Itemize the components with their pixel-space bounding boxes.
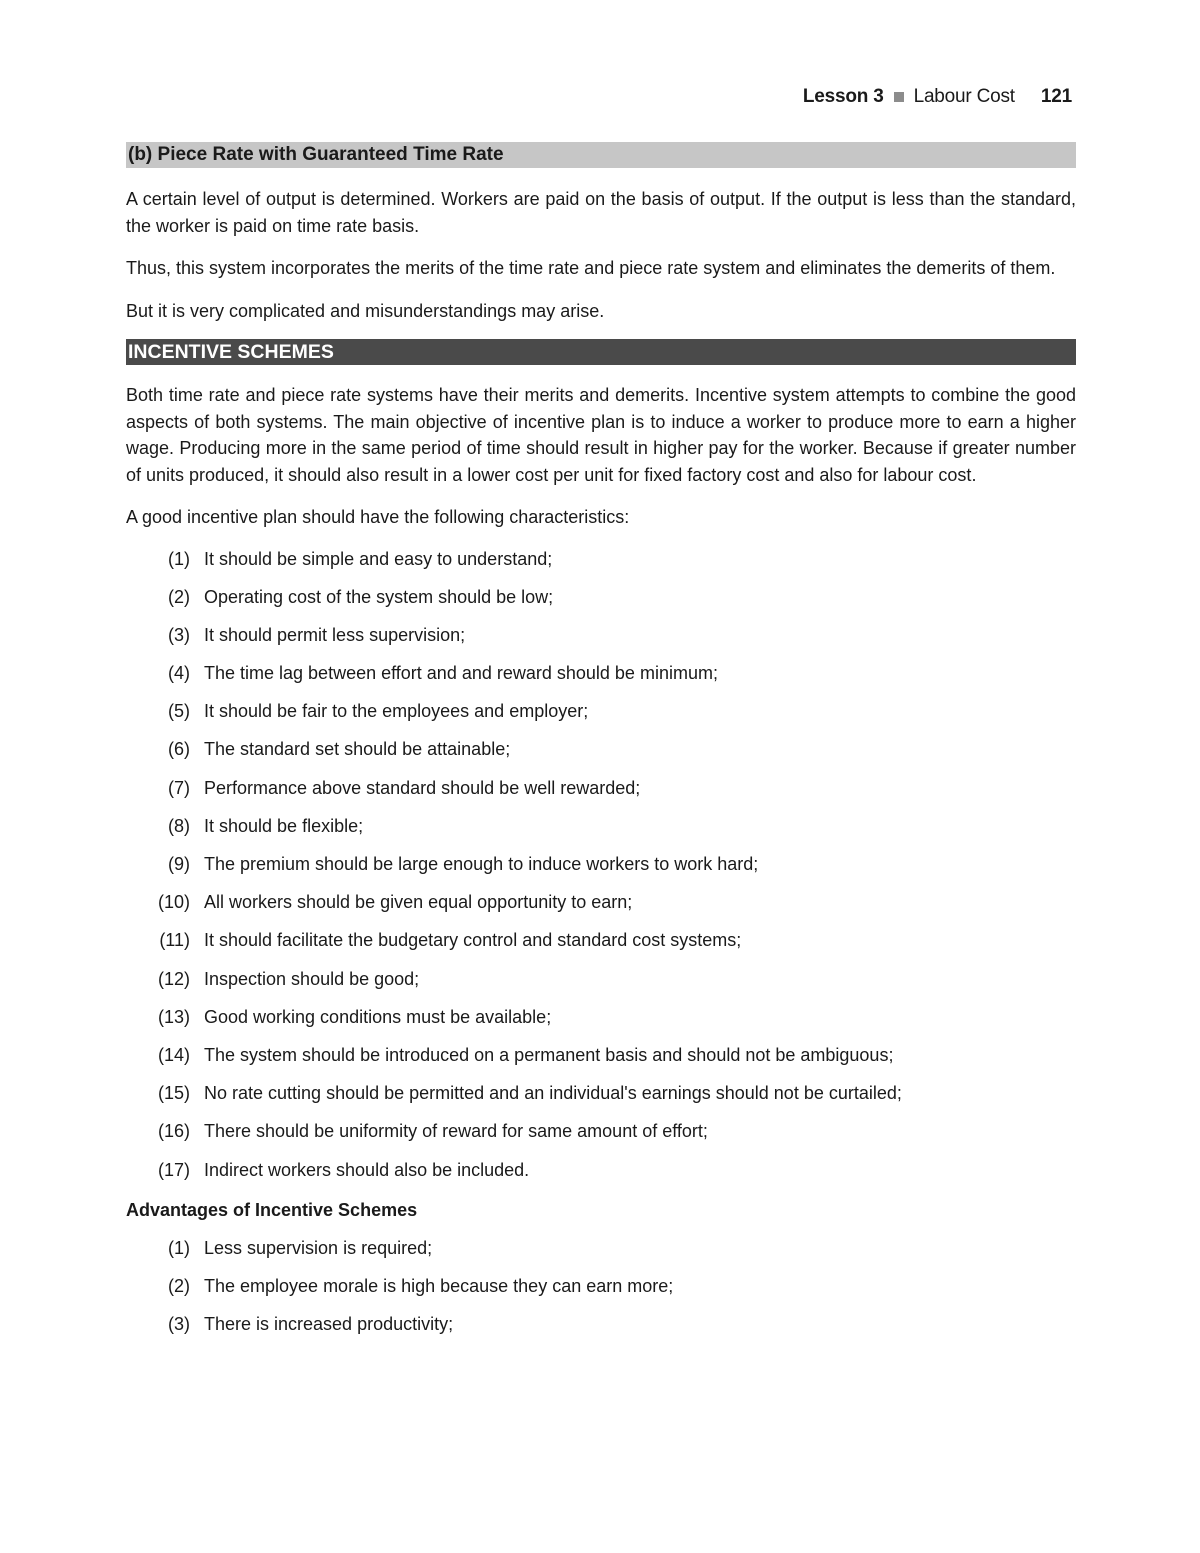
list-item-number: (7) [168, 777, 190, 798]
list-item-text: Indirect workers should also be included. [204, 1159, 530, 1180]
section-b-paragraph-2: Thus, this system incorporates the merits of the time rate and piece rate system and eliminates the demerits of them. [126, 258, 1056, 278]
section-b-paragraph-3: But it is very complicated and misunderstandings may arise. [126, 300, 605, 321]
list-item-text: The premium should be large enough to induce workers to work hard; [204, 854, 759, 874]
list-item [126, 584, 1076, 610]
chapter-title: Labour Cost [913, 86, 1015, 107]
running-header [803, 86, 1072, 108]
lesson-label: Lesson 3 [802, 86, 884, 107]
list-item [126, 1004, 1076, 1030]
list-item [126, 1118, 1076, 1144]
list-item [126, 1273, 1076, 1299]
list-item [126, 660, 1076, 686]
list-item [126, 775, 1076, 801]
section-b-paragraph-1: A certain level of output is determined. Workers are paid on the basis of output. If the output is less than the standard, the worker is paid on time rate basis. [126, 189, 1076, 236]
section-b-heading: (b) Piece Rate with Guaranteed Time Rate [126, 142, 1076, 168]
list-item-text: No rate cutting should be permitted and an individual's earnings should not be curtailed; [204, 1083, 902, 1104]
list-item-number: (2) [168, 586, 190, 607]
advantages-list [126, 1235, 1076, 1337]
list-item-text: It should facilitate the budgetary control and standard cost systems; [204, 930, 742, 951]
list-item-text: All workers should be given equal opportunity to earn; [204, 892, 633, 913]
list-item-number: (1) [168, 548, 190, 569]
list-item-number: (2) [168, 1275, 190, 1296]
list-item [126, 927, 1076, 953]
list-item-number: (13) [157, 1006, 190, 1027]
list-item [126, 622, 1076, 648]
list-item [126, 546, 1076, 572]
list-item-text: Less supervision is required; [204, 1237, 433, 1258]
list-item-text: The system should be introduced on a permanent basis and should not be ambiguous; [204, 1044, 894, 1065]
list-item [126, 813, 1076, 839]
incentive-schemes-heading: INCENTIVE SCHEMES [126, 339, 1076, 365]
list-item-text: There should be uniformity of reward for same amount of effort; [204, 1121, 708, 1142]
advantages-heading: Advantages of Incentive Schemes [126, 1199, 418, 1220]
list-item-number: (3) [168, 624, 190, 645]
list-item-number: (11) [159, 930, 190, 951]
list-item-text: The standard set should be attainable; [204, 739, 511, 760]
list-item-number: (10) [157, 892, 190, 913]
list-item-number: (6) [168, 739, 190, 760]
list-item-text: It should be simple and easy to understand; [204, 548, 553, 569]
square-bullet-icon [894, 92, 904, 102]
list-item [126, 889, 1076, 915]
list-item-text: Inspection should be good; [204, 968, 420, 989]
incentive-paragraph-1: Both time rate and piece rate systems have their merits and demerits. Incentive system attempts to combine the good aspects of both systems. The main objective of incentive plan is to induce a worker to produce more to earn a higher wage. Producing more in the same period of time should result in higher pay for the worker. Because if greater number of units produced, it should also result in a lower cost per unit for fixed factory cost and also for labour cost. [126, 385, 1076, 485]
list-item [126, 1042, 1076, 1068]
list-item-number: (3) [168, 1313, 190, 1334]
incentive-paragraph-2: A good incentive plan should have the following characteristics: [126, 507, 630, 527]
list-item-text: The employee morale is high because they can earn more; [204, 1275, 674, 1296]
list-item-number: (16) [157, 1121, 190, 1142]
list-item-number: (1) [168, 1237, 190, 1258]
list-item-number: (12) [157, 968, 190, 989]
list-item [126, 1235, 1076, 1261]
list-item [126, 698, 1076, 724]
page-number: 121 [1040, 86, 1072, 107]
list-item [126, 1311, 1076, 1337]
characteristics-list [126, 546, 1076, 1183]
list-item [126, 736, 1076, 762]
list-item [126, 851, 1076, 877]
list-item-text: The time lag between effort and and reward should be minimum; [204, 663, 718, 684]
list-item [126, 1080, 1076, 1106]
list-item-number: (4) [168, 663, 190, 684]
list-item-text: There is increased productivity; [204, 1313, 454, 1334]
page-content [126, 142, 1076, 1351]
list-item-number: (5) [168, 701, 190, 722]
list-item-number: (17) [157, 1159, 190, 1180]
list-item-number: (8) [168, 815, 190, 836]
list-item-number: (15) [157, 1083, 190, 1104]
list-item-text: Operating cost of the system should be low; [204, 586, 554, 607]
list-item-text: It should permit less supervision; [204, 624, 466, 645]
list-item-number: (14) [157, 1044, 190, 1065]
list-item-text: Good working conditions must be available; [204, 1006, 552, 1027]
list-item-number: (9) [168, 854, 190, 874]
list-item-text: It should be fair to the employees and employer; [204, 701, 589, 722]
list-item [126, 966, 1076, 992]
list-item [126, 1157, 1076, 1183]
list-item-text: Performance above standard should be well rewarded; [204, 777, 641, 798]
list-item-text: It should be flexible; [204, 815, 364, 836]
